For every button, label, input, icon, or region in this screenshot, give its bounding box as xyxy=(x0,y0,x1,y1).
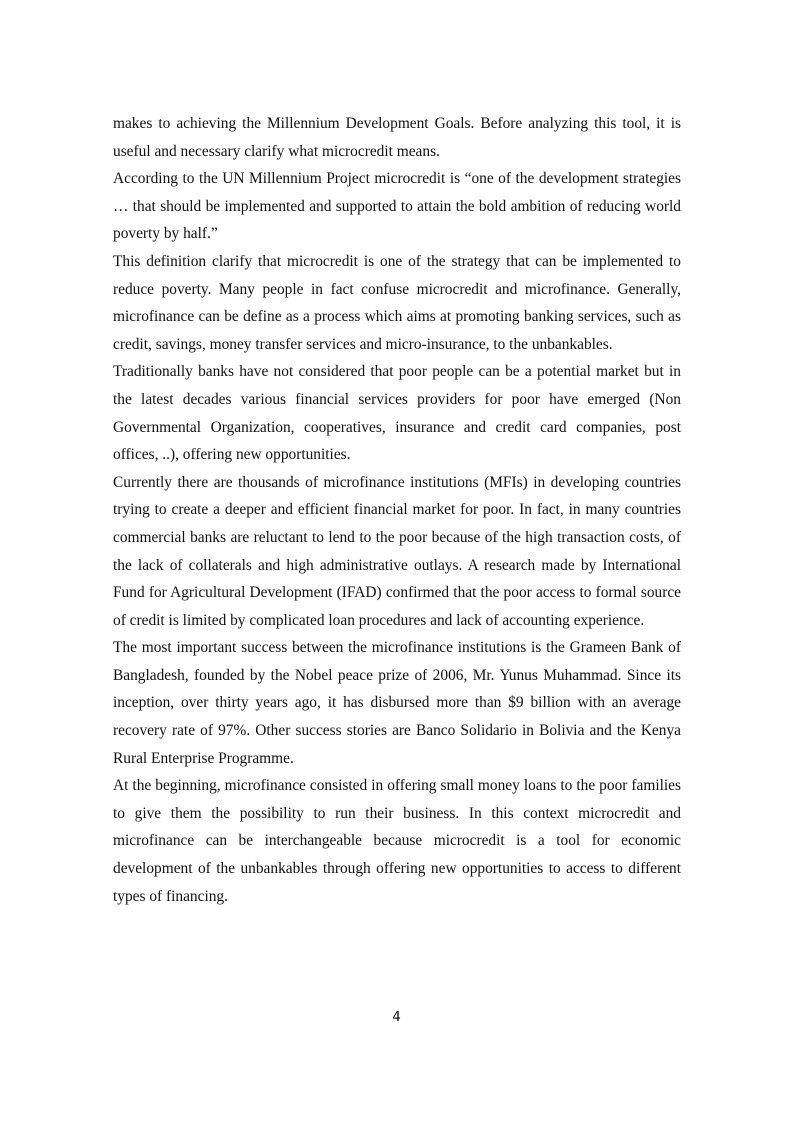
paragraph-1: makes to achieving the Millennium Development Goals. Before analyzing this tool, it is useful and necessary clarify what microcredit means. xyxy=(113,115,681,160)
paragraph-5: Currently there are thousands of microfinance institutions (MFIs) in developing countries trying to create a deeper and efficient financial market for poor. In fact, in many countries commercial banks are reluctant to lend to the poor because of the high transaction costs, of the lack of collaterals and high administrative outlays. A research made by International Fund for Agricultural Development (IFAD) confirmed that the poor access to formal source of credit is limited by complicated loan procedures and lack of accounting experience. xyxy=(113,473,681,629)
paragraph-7: At the beginning, microfinance consisted in offering small money loans to the poor families to give them the possibility to run their business. In this context microcredit and microfinance can be interchangeable because microcredit is a tool for economic development of the unbankables through offering new opportunities to access to different types of financing. xyxy=(113,777,681,905)
paragraph-6: The most important success between the microfinance institutions is the Grameen Bank of Bangladesh, founded by the Nobel peace prize of 2006, Mr. Yunus Muhammad. Since its inception, over thirty years ago, it has disbursed more than $9 billion with an average recovery rate of 97%. Other success stories are Banco Solidario in Bolivia and the Kenya Rural Enterprise Programme. xyxy=(113,639,681,767)
paragraph-4: Traditionally banks have not considered that poor people can be a potential market but in the latest decades various financial services providers for poor have emerged (Non Governmental Organization, cooperatives, insurance and credit card companies, post offices, ..), offering new opportunities. xyxy=(113,363,681,464)
body-text xyxy=(113,110,681,910)
page-number: 4 xyxy=(392,1009,401,1025)
paragraph-2: According to the UN Millennium Project microcredit is “one of the development strategies … that should be implemented and supported to attain the bold ambition of reducing world poverty by half.” xyxy=(113,170,681,243)
paragraph-3: This definition clarify that microcredit is one of the strategy that can be implemented to reduce poverty. Many people in fact confuse microcredit and microfinance. Generally, microfinance can be define as a process which aims at promoting banking services, such as credit, savings, money transfer services and micro-insurance, to the unbankables. xyxy=(113,252,681,353)
